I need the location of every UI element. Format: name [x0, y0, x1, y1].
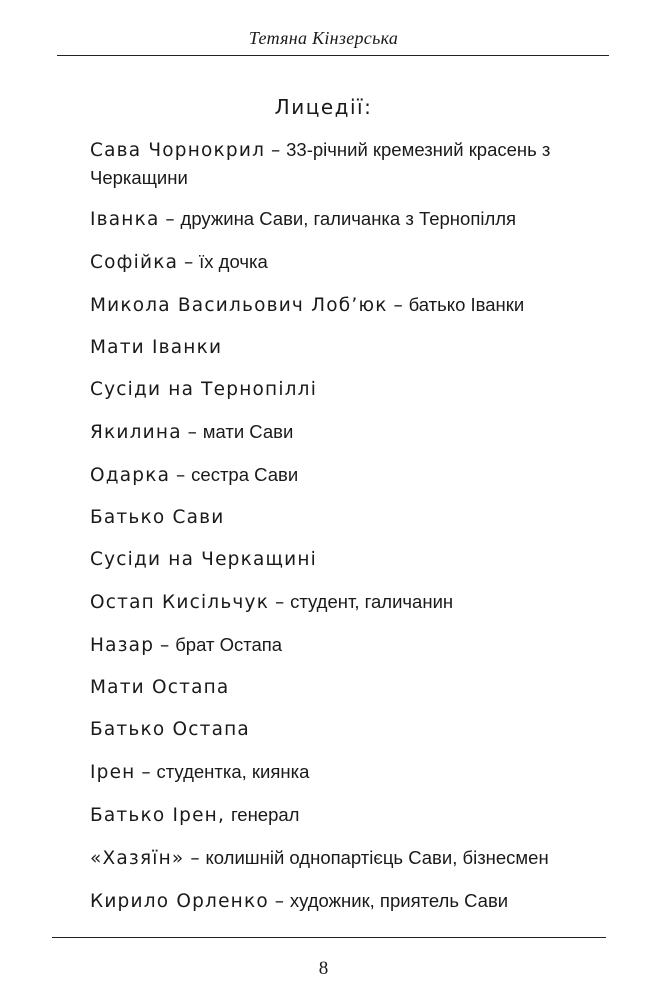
cast-member [90, 588, 590, 616]
cast-member-name: Ірен [90, 762, 136, 783]
cast-member-name: Сусіди на Черкащині [90, 549, 317, 570]
cast-member [90, 674, 590, 701]
cast-member-name: Назар [90, 635, 155, 656]
cast-separator: – [170, 465, 192, 486]
cast-member [90, 461, 590, 489]
cast-member-name: Іванка [90, 209, 160, 230]
cast-member [90, 887, 590, 915]
cast-separator: – [154, 635, 176, 656]
cast-member-name: Микола Васильович Лоб’юк [90, 295, 388, 316]
cast-separator: – [159, 209, 181, 230]
cast-member-description: художник, приятель Сави [289, 890, 509, 911]
cast-separator: – [135, 762, 157, 783]
cast-separator: – [269, 592, 291, 613]
cast-separator: – [387, 295, 409, 316]
cast-member-description: студентка, киянка [156, 761, 310, 782]
cast-member-name: Остап Кисільчук [90, 592, 270, 613]
cast-separator: – [268, 891, 290, 912]
cast-member-description: сестра Сави [191, 464, 299, 485]
cast-separator: – [265, 140, 287, 161]
cast-member-description: їх дочка [199, 251, 268, 272]
cast-member-name: Сава Чорнокрил [90, 140, 266, 161]
cast-member [90, 758, 590, 786]
cast-member [90, 248, 590, 276]
cast-member-description: колишній однопартієць Сави, бізнесмен [205, 847, 549, 868]
cast-member-name: Одарка [90, 465, 171, 486]
cast-member-description: 33-річний кремезний красень з Черкащини [90, 139, 551, 188]
cast-member [90, 546, 590, 573]
cast-member-description: дружина Сави, галичанка з Тернопілля [180, 208, 517, 229]
cast-member [90, 504, 590, 531]
cast-member [90, 136, 590, 192]
cast-member-description: мати Сави [202, 421, 294, 442]
cast-member-name: Батько Ірен, [90, 805, 226, 826]
cast-list [90, 136, 590, 930]
cast-member [90, 334, 590, 361]
cast-member-name: Якилина [90, 422, 182, 443]
cast-member-name: Мати Остапа [90, 677, 230, 698]
cast-member [90, 631, 590, 659]
header-rule [57, 55, 609, 56]
cast-separator: – [181, 422, 203, 443]
cast-member-name: Софійка [90, 252, 179, 273]
running-header-title: Тетяна Кінзерська [248, 28, 399, 48]
cast-member-description: студент, галичанин [290, 591, 454, 612]
cast-member [90, 291, 590, 319]
cast-member-name: Кирило Орленко [90, 891, 269, 912]
cast-member [90, 205, 590, 233]
cast-heading: Лицедії: [274, 95, 373, 119]
cast-member-description: батько Іванки [408, 294, 525, 315]
cast-member [90, 844, 590, 872]
footer-rule [52, 937, 606, 938]
cast-member [90, 716, 590, 743]
cast-member-name: Батько Остапа [90, 719, 250, 740]
cast-separator: – [178, 252, 200, 273]
cast-member-description: генерал [230, 804, 300, 825]
cast-member-name: Сусіди на Тернопіллі [90, 379, 318, 400]
cast-member-name: Батько Сави [90, 507, 225, 528]
cast-member [90, 801, 590, 829]
cast-member-name: «Хазяїн» [90, 848, 185, 869]
cast-member [90, 376, 590, 403]
cast-member-description: брат Остапа [175, 634, 283, 655]
cast-member-name: Мати Іванки [90, 337, 223, 358]
cast-separator: – [184, 848, 206, 869]
cast-member [90, 418, 590, 446]
page-number: 8 [318, 958, 329, 979]
